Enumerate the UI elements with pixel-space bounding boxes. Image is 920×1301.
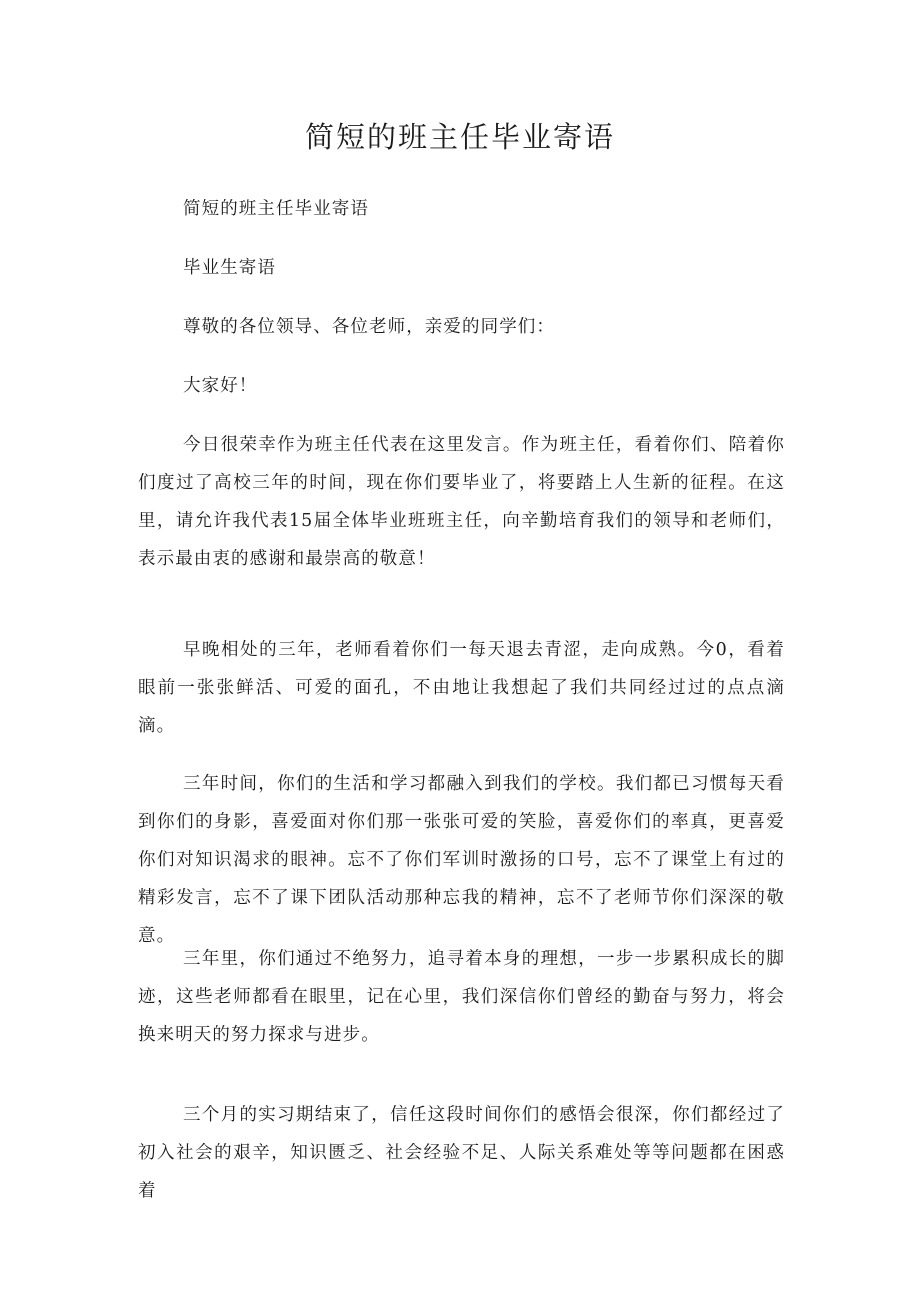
paragraph-subtitle: 简短的班主任毕业寄语: [183, 199, 369, 219]
paragraph-heading: 毕业生寄语: [183, 258, 276, 278]
paragraph-body: 三年里，你们通过不绝努力，追寻着本身的理想，一步一步累积成长的脚迹，这些老师都看在眼里，记在心里，我们深信你们曾经的勤奋与努力，将会换来明天的努力探求与进步。: [138, 949, 785, 1045]
document-title: 简短的班主任毕业寄语: [304, 120, 615, 154]
paragraph-body: 早晚相处的三年，老师看着你们一每天退去青涩，走向成熟。今0，看着眼前一张张鲜活、可爱的面孔，不由地让我想起了我们共同经过过的点点滴滴。: [138, 640, 785, 736]
paragraph-body: 三个月的实习期结束了，信任这段时间你们的感悟会很深，你们都经过了初入社会的艰辛，知识匮乏、社会经验不足、人际关系难处等等问题都在困惑着: [138, 1105, 785, 1201]
paragraph-body: 三年时间，你们的生活和学习都融入到我们的学校。我们都已习惯每天看到你们的身影，喜爱面对你们那一张张可爱的笑脸，喜爱你们的率真，更喜爱你们对知识渴求的眼神。忘不了你们军训时激扬的口号，忘不了课堂上有过的精彩发言，忘不了课下团队活动那种忘我的精神，忘不了老师节你们深深的敬意。: [138, 774, 785, 946]
paragraph-salutation: 尊敬的各位领导、各位老师，亲爱的同学们：: [183, 317, 555, 337]
paragraph-greeting: 大家好！: [183, 376, 258, 396]
paragraph-body: 今日很荣幸作为班主任代表在这里发言。作为班主任，看着你们、陪着你们度过了高校三年的时间，现在你们要毕业了，将要踏上人生新的征程。在这里，请允许我代表15届全体毕业班班主任，向辛勤培育我们的领导和老师们，表示最由衷的感谢和最崇高的敬意！: [138, 435, 785, 569]
